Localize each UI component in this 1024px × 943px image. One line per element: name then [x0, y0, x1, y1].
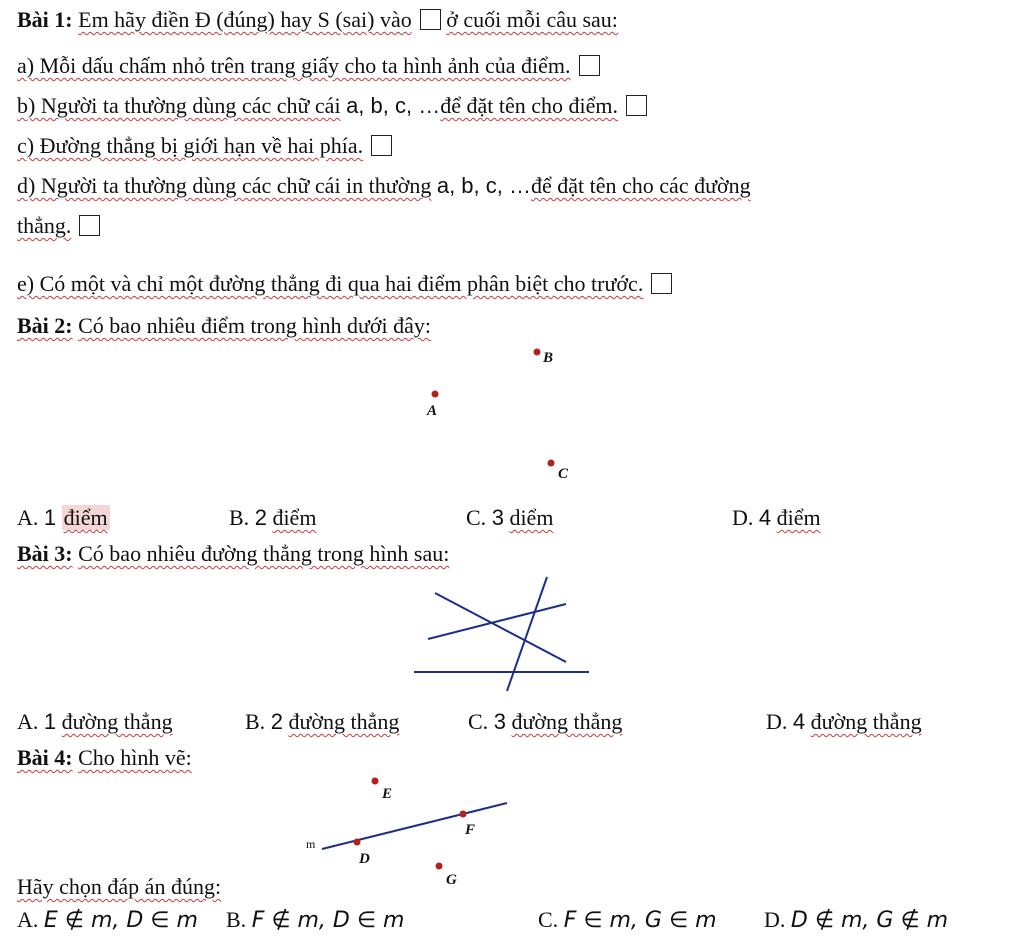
option-word: đường thẳng — [288, 709, 400, 734]
option-word: diểm — [509, 505, 554, 530]
bai1-a-text: a) Mỗi dấu chấm nhỏ trên trang giấy cho ta hình ảnh của điểm. — [17, 53, 571, 78]
option-expression: F ∈ m, G ∈ m — [563, 908, 717, 933]
bai3-question: Có bao nhiêu đường thẳng trong hình sau: — [78, 541, 450, 566]
option-word: điểm — [776, 505, 821, 530]
bai1-d-letters: a, b, c, … — [436, 173, 531, 198]
bai4-instruction-line — [17, 873, 221, 901]
option-number: 4 — [792, 709, 806, 734]
bai4-option-c[interactable] — [538, 906, 717, 935]
bai4-instruction: Hãy chọn đáp án đúng: — [17, 874, 222, 899]
bai4-option-a[interactable] — [17, 906, 198, 935]
option-letter: D. — [764, 907, 786, 932]
option-letter: B. — [229, 505, 250, 530]
bai1-b-letters: a, b, c, … — [346, 93, 441, 118]
point-g-dot — [436, 863, 443, 870]
point-a-label: A — [427, 403, 438, 419]
point-e-dot — [372, 778, 379, 785]
option-number: 1 — [43, 709, 57, 734]
option-expression: D ∉ m, G ∉ m — [790, 908, 949, 933]
option-number: 3 — [491, 505, 504, 530]
bai1-d-text: d) Người ta thường dùng các chữ cái in thường — [17, 173, 432, 198]
point-f-label: F — [465, 822, 476, 838]
option-word: đường thẳng — [61, 709, 173, 734]
bai1-title: Bài 1: — [17, 7, 73, 32]
option-expression: E ∉ m, D ∈ m — [43, 908, 198, 933]
option-word: điểm — [63, 505, 108, 530]
point-g-label: G — [446, 872, 457, 888]
bai2-question: Có bao nhiêu điểm trong hình dưới đây: — [78, 313, 432, 338]
bai1-prompt-b: ở cuối mỗi câu sau: — [446, 7, 618, 32]
bai2-title: Bài 2: — [17, 313, 73, 338]
point-d-dot — [354, 839, 361, 846]
bai4-question: Cho hình vẽ: — [78, 745, 192, 770]
point-b-label: B — [543, 350, 554, 366]
bai4-option-b[interactable] — [226, 906, 404, 935]
option-number: 3 — [493, 709, 506, 734]
option-letter: C. — [468, 709, 489, 734]
option-letter: B. — [245, 709, 266, 734]
bai1-b-text: b) Người ta thường dùng các chữ cái — [17, 93, 341, 118]
point-f-dot — [460, 811, 467, 818]
bai1-d-cont: thẳng. — [17, 213, 72, 238]
point-d-label: D — [359, 851, 370, 867]
bai1-b-post: để đặt tên cho điểm. — [440, 93, 618, 118]
option-letter: B. — [226, 907, 247, 932]
option-number: 2 — [270, 709, 283, 734]
option-letter: D. — [766, 709, 788, 734]
point-c-label: C — [558, 466, 569, 482]
line-m — [322, 803, 507, 849]
bai1-prompt-a: Em hãy điền Đ (đúng) hay S (sai) vào — [78, 7, 412, 32]
option-word: đường thẳng — [810, 709, 922, 734]
option-letter: C. — [466, 505, 487, 530]
bai4-title: Bài 4: — [17, 745, 73, 770]
bai3-title: Bài 3: — [17, 541, 73, 566]
option-letter: A. — [17, 505, 39, 530]
option-word: đường thẳng — [511, 709, 623, 734]
option-word: điểm — [272, 505, 317, 530]
point-e-label: E — [382, 786, 393, 802]
option-letter: D. — [732, 505, 754, 530]
line-m-label: m — [306, 837, 316, 851]
bai1-d-post: để đặt tên cho các đường — [531, 173, 751, 198]
bai4-option-d[interactable] — [764, 906, 948, 935]
option-number: 4 — [758, 505, 772, 530]
option-letter: A. — [17, 907, 39, 932]
option-number: 1 — [43, 505, 57, 530]
option-letter: C. — [538, 907, 559, 932]
option-letter: A. — [17, 709, 39, 734]
option-expression: F ∉ m, D ∈ m — [251, 908, 405, 933]
bai1-c-text: c) Đường thẳng bị giới hạn về hai phía. — [17, 133, 364, 158]
option-number: 2 — [254, 505, 267, 530]
bai1-e-text: e) Có một và chỉ một đường thẳng đi qua hai điểm phân biệt cho trước. — [17, 271, 644, 296]
